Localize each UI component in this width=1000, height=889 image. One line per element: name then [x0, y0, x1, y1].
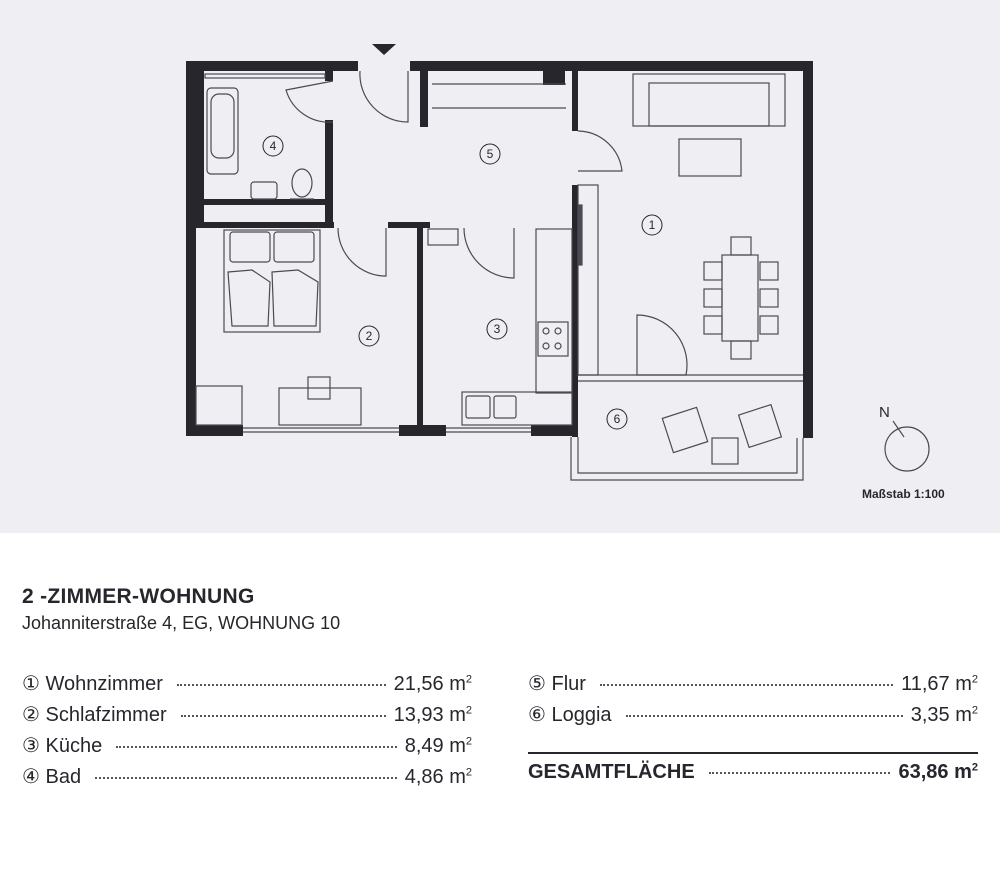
room-marker-4 — [263, 136, 283, 156]
total-area: 63,86 $m^2$ — [898, 761, 978, 783]
leader-dots — [626, 715, 903, 717]
room-area: 21,56 $m^2$ — [393, 673, 472, 695]
scale-label: Maßstab 1:100 — [862, 487, 945, 501]
room-marker-4-text: 4 — [269, 139, 277, 153]
north-label: N — [879, 404, 890, 421]
leader-dots — [709, 772, 891, 774]
room-area: 3,35 $m^2$ — [910, 704, 978, 726]
room-label: ② Schlafzimmer — [22, 704, 167, 726]
room-label: ③ Küche — [22, 735, 103, 757]
leader-dots — [600, 684, 893, 686]
room-area: 4,86 $m^2$ — [404, 766, 472, 788]
room-markers — [263, 136, 662, 429]
address-subtitle: Johanniterstraße 4, EG, WOHNUNG 10 — [22, 613, 341, 633]
list-item — [22, 733, 472, 764]
total-row — [528, 761, 978, 792]
list-item — [528, 671, 978, 702]
room-marker-5-text: 5 — [486, 147, 494, 161]
room-label: ① Wohnzimmer — [22, 673, 163, 695]
list-item — [22, 671, 472, 702]
list-item — [22, 702, 472, 733]
room-marker-3-text: 3 — [493, 322, 501, 336]
room-marker-2 — [359, 326, 379, 346]
total-divider — [528, 752, 978, 754]
room-label: ⑥ Loggia — [528, 704, 612, 726]
page-title: 2 -ZIMMER-WOHNUNG — [22, 585, 255, 608]
list-item — [528, 702, 978, 733]
room-marker-1 — [642, 215, 662, 235]
leader-dots — [181, 715, 386, 717]
room-marker-2-text: 2 — [365, 329, 373, 343]
room-marker-6 — [607, 409, 627, 429]
room-list-right — [528, 671, 978, 733]
total-label: GESAMTFLÄCHE — [528, 761, 695, 783]
room-marker-6-text: 6 — [613, 412, 621, 426]
room-marker-5 — [480, 144, 500, 164]
info-panel — [0, 533, 1000, 889]
compass-icon — [885, 427, 929, 471]
room-label: ④ Bad — [22, 766, 82, 788]
leader-dots — [95, 777, 397, 779]
room-marker-3 — [487, 319, 507, 339]
room-label: ⑤ Flur — [528, 673, 586, 695]
room-area: 11,67 $m^2$ — [901, 673, 978, 695]
room-area: 8,49 $m^2$ — [404, 735, 472, 757]
leader-dots — [177, 684, 386, 686]
entrance-arrow-icon — [372, 44, 396, 55]
room-area: 13,93 $m^2$ — [393, 704, 472, 726]
leader-dots — [116, 746, 397, 748]
room-list-left — [22, 671, 472, 795]
list-item — [22, 764, 472, 795]
room-marker-1-text: 1 — [648, 218, 656, 232]
